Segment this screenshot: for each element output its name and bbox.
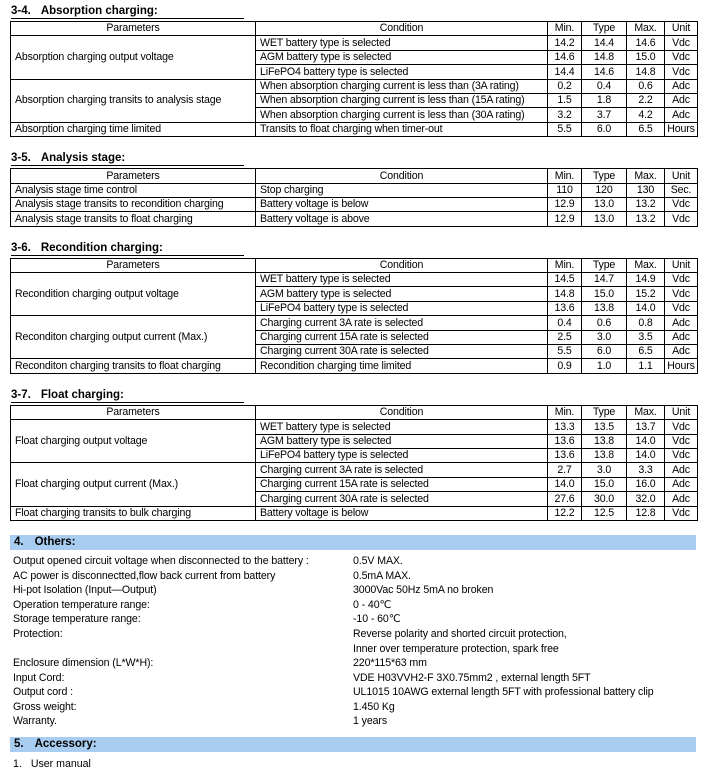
- section-number: 3-6.: [11, 241, 31, 254]
- column-header: Max.: [627, 169, 665, 183]
- condition-cell: AGM battery type is selected: [256, 50, 548, 64]
- column-header: Condition: [256, 22, 548, 36]
- condition-cell: Battery voltage is below: [256, 506, 548, 520]
- column-header: Type: [582, 22, 627, 36]
- type-value-cell: 14.7: [582, 273, 627, 287]
- max-value-cell: 12.8: [627, 506, 665, 520]
- section-number: 4.: [14, 535, 24, 548]
- unit-cell: Hours: [665, 359, 698, 373]
- section-title: Others:: [34, 535, 76, 548]
- spec-label: Warranty.: [13, 715, 57, 728]
- parameter-cell: Float charging output voltage: [11, 420, 256, 463]
- max-value-cell: 14.8: [627, 65, 665, 79]
- parameter-cell: Absorption charging time limited: [11, 122, 256, 136]
- max-value-cell: 13.7: [627, 420, 665, 434]
- condition-cell: AGM battery type is selected: [256, 287, 548, 301]
- column-header: Max.: [627, 258, 665, 272]
- min-value-cell: 0.2: [548, 79, 582, 93]
- unit-cell: Vdc: [665, 273, 698, 287]
- min-value-cell: 2.7: [548, 463, 582, 477]
- section-heading-underline: [11, 152, 244, 166]
- max-value-cell: 2.2: [627, 93, 665, 107]
- min-value-cell: 14.2: [548, 36, 582, 50]
- min-value-cell: 14.4: [548, 65, 582, 79]
- table-row: [11, 506, 698, 520]
- unit-cell: Adc: [665, 316, 698, 330]
- type-value-cell: 120: [582, 183, 627, 197]
- min-value-cell: 1.5: [548, 93, 582, 107]
- max-value-cell: 3.5: [627, 330, 665, 344]
- condition-cell: Charging current 15A rate is selected: [256, 477, 548, 491]
- column-header: Type: [582, 258, 627, 272]
- unit-cell: Vdc: [665, 448, 698, 462]
- table-row: [11, 420, 698, 434]
- min-value-cell: 27.6: [548, 492, 582, 506]
- condition-cell: Charging current 30A rate is selected: [256, 492, 548, 506]
- unit-cell: Vdc: [665, 420, 698, 434]
- type-value-cell: 13.8: [582, 301, 627, 315]
- section-number: 3-4.: [11, 5, 31, 17]
- item-number: 1.: [13, 758, 22, 768]
- column-header: Condition: [256, 405, 548, 419]
- table-row: [11, 183, 698, 197]
- type-value-cell: 0.6: [582, 316, 627, 330]
- condition-cell: Charging current 30A rate is selected: [256, 345, 548, 359]
- min-value-cell: 14.5: [548, 273, 582, 287]
- spec-value: -10 - 60℃: [353, 613, 401, 626]
- parameter-cell: Reconditon charging output current (Max.): [11, 316, 256, 359]
- max-value-cell: 0.8: [627, 316, 665, 330]
- spec-label: Hi-pot Isolation (Input—Output): [13, 584, 157, 597]
- spec-row: [13, 656, 702, 671]
- min-value-cell: 12.9: [548, 197, 582, 211]
- type-value-cell: 3.0: [582, 330, 627, 344]
- table-row: [11, 463, 698, 477]
- type-value-cell: 6.0: [582, 122, 627, 136]
- spec-value: 0.5mA MAX.: [353, 569, 411, 582]
- max-value-cell: 14.9: [627, 273, 665, 287]
- max-value-cell: 14.6: [627, 36, 665, 50]
- spec-row: [13, 583, 702, 598]
- condition-cell: WET battery type is selected: [256, 36, 548, 50]
- condition-cell: Transits to float charging when timer-out: [256, 122, 548, 136]
- unit-cell: Adc: [665, 477, 698, 491]
- condition-cell: LiFePO4 battery type is selected: [256, 65, 548, 79]
- section-heading: [11, 242, 702, 256]
- parameter-cell: Analysis stage transits to recondition charging: [11, 197, 256, 211]
- spec-row: [13, 569, 702, 584]
- unit-cell: Adc: [665, 492, 698, 506]
- table-row: [11, 79, 698, 93]
- column-header: Parameters: [11, 169, 256, 183]
- condition-cell: LiFePO4 battery type is selected: [256, 301, 548, 315]
- condition-cell: When absorption charging current is less than (3A rating): [256, 79, 548, 93]
- table-header-row: [11, 405, 698, 419]
- condition-cell: AGM battery type is selected: [256, 434, 548, 448]
- min-value-cell: 13.6: [548, 434, 582, 448]
- spec-value: Inner over temperature protection, spark free: [353, 642, 559, 655]
- type-value-cell: 13.0: [582, 197, 627, 211]
- spec-label: AC power is disconnectted,flow back current from battery: [13, 569, 276, 582]
- spec-value: Reverse polarity and shorted circuit protection,: [353, 627, 567, 640]
- min-value-cell: 2.5: [548, 330, 582, 344]
- min-value-cell: 14.0: [548, 477, 582, 491]
- unit-cell: Sec.: [665, 183, 698, 197]
- unit-cell: Adc: [665, 108, 698, 122]
- max-value-cell: 14.0: [627, 448, 665, 462]
- accessory-item: [13, 757, 702, 768]
- unit-cell: Vdc: [665, 50, 698, 64]
- column-header: Condition: [256, 169, 548, 183]
- spec-label: Storage temperature range:: [13, 613, 141, 626]
- column-header: Parameters: [11, 405, 256, 419]
- min-value-cell: 12.9: [548, 212, 582, 226]
- min-value-cell: 110: [548, 183, 582, 197]
- section-heading-underline: [11, 242, 244, 256]
- min-value-cell: 14.6: [548, 50, 582, 64]
- max-value-cell: 130: [627, 183, 665, 197]
- type-value-cell: 12.5: [582, 506, 627, 520]
- table-row: [11, 316, 698, 330]
- spec-value: 0 - 40℃: [353, 598, 392, 611]
- type-value-cell: 3.0: [582, 463, 627, 477]
- spec-label: Input Cord:: [13, 671, 65, 684]
- type-value-cell: 0.4: [582, 79, 627, 93]
- section-title: Analysis stage:: [40, 152, 126, 165]
- parameter-cell: Analysis stage time control: [11, 183, 256, 197]
- unit-cell: Hours: [665, 122, 698, 136]
- item-text: User manual: [30, 758, 91, 768]
- unit-cell: Vdc: [665, 434, 698, 448]
- unit-cell: Adc: [665, 93, 698, 107]
- table-row: [11, 122, 698, 136]
- max-value-cell: 1.1: [627, 359, 665, 373]
- condition-cell: Recondition charging time limited: [256, 359, 548, 373]
- condition-cell: Charging current 3A rate is selected: [256, 463, 548, 477]
- section-title: Accessory:: [34, 738, 97, 751]
- condition-cell: Stop charging: [256, 183, 548, 197]
- section-heading-underline: [11, 5, 244, 19]
- column-header: Condition: [256, 258, 548, 272]
- type-value-cell: 13.0: [582, 212, 627, 226]
- spec-row: [13, 685, 702, 700]
- spec-value: 0.5V MAX.: [353, 554, 403, 567]
- section-number: 3-5.: [11, 152, 31, 165]
- section-heading-underline: [11, 389, 244, 403]
- condition-cell: WET battery type is selected: [256, 420, 548, 434]
- type-value-cell: 6.0: [582, 345, 627, 359]
- spec-value: UL1015 10AWG external length 5FT with professional battery clip: [353, 686, 654, 699]
- table-row: [11, 359, 698, 373]
- spec-value: 1.450 Kg: [353, 700, 395, 713]
- section-title: Float charging:: [40, 388, 124, 401]
- parameter-cell: Float charging output current (Max.): [11, 463, 256, 506]
- min-value-cell: 0.4: [548, 316, 582, 330]
- spec-label: [13, 642, 353, 657]
- unit-cell: Vdc: [665, 36, 698, 50]
- others-list: [13, 554, 702, 729]
- max-value-cell: 15.2: [627, 287, 665, 301]
- unit-cell: Adc: [665, 345, 698, 359]
- spec-value: VDE H03VVH2-F 3X0.75mm2 , external length 5FT: [353, 671, 591, 684]
- max-value-cell: 4.2: [627, 108, 665, 122]
- unit-cell: Vdc: [665, 287, 698, 301]
- max-value-cell: 0.6: [627, 79, 665, 93]
- max-value-cell: 6.5: [627, 345, 665, 359]
- condition-cell: Battery voltage is below: [256, 197, 548, 211]
- type-value-cell: 13.8: [582, 434, 627, 448]
- unit-cell: Vdc: [665, 65, 698, 79]
- min-value-cell: 13.6: [548, 301, 582, 315]
- max-value-cell: 13.2: [627, 212, 665, 226]
- min-value-cell: 5.5: [548, 345, 582, 359]
- parameter-cell: Reconditon charging transits to float charging: [11, 359, 256, 373]
- condition-cell: Charging current 3A rate is selected: [256, 316, 548, 330]
- table-row: [11, 273, 698, 287]
- max-value-cell: 14.0: [627, 434, 665, 448]
- parameter-cell: Float charging transits to bulk charging: [11, 506, 256, 520]
- table-header-row: [11, 169, 698, 183]
- table-header-row: [11, 22, 698, 36]
- type-value-cell: 15.0: [582, 287, 627, 301]
- unit-cell: Vdc: [665, 212, 698, 226]
- type-value-cell: 1.8: [582, 93, 627, 107]
- column-header: Unit: [665, 258, 698, 272]
- table-row: [11, 212, 698, 226]
- spec-value: 3000Vac 50Hz 5mA no broken: [353, 584, 494, 597]
- unit-cell: Vdc: [665, 506, 698, 520]
- type-value-cell: 15.0: [582, 477, 627, 491]
- max-value-cell: 14.0: [627, 301, 665, 315]
- section-heading: [11, 152, 702, 166]
- table-header-row: [11, 258, 698, 272]
- spec-label: Gross weight:: [13, 700, 77, 713]
- unit-cell: Adc: [665, 463, 698, 477]
- min-value-cell: 5.5: [548, 122, 582, 136]
- spec-label: Output opened circuit voltage when disconnected to the battery :: [13, 554, 309, 567]
- max-value-cell: 32.0: [627, 492, 665, 506]
- section-bar-accessory: [10, 737, 696, 752]
- type-value-cell: 13.5: [582, 420, 627, 434]
- column-header: Max.: [627, 22, 665, 36]
- spec-row: [13, 627, 702, 642]
- spec-table: [10, 21, 698, 137]
- column-header: Min.: [548, 169, 582, 183]
- parameter-cell: Analysis stage transits to float charging: [11, 212, 256, 226]
- spec-row: [13, 554, 702, 569]
- min-value-cell: 13.3: [548, 420, 582, 434]
- table-row: [11, 36, 698, 50]
- spec-label: Output cord :: [13, 686, 73, 699]
- min-value-cell: 3.2: [548, 108, 582, 122]
- column-header: Type: [582, 405, 627, 419]
- condition-cell: When absorption charging current is less than (30A rating): [256, 108, 548, 122]
- min-value-cell: 13.6: [548, 448, 582, 462]
- column-header: Parameters: [11, 22, 256, 36]
- column-header: Unit: [665, 405, 698, 419]
- spec-row: [13, 612, 702, 627]
- spec-label: Enclosure dimension (L*W*H):: [13, 657, 154, 670]
- type-value-cell: 14.4: [582, 36, 627, 50]
- condition-cell: WET battery type is selected: [256, 273, 548, 287]
- section-heading: [11, 389, 702, 403]
- spec-value: 220*115*63 mm: [353, 657, 427, 670]
- min-value-cell: 0.9: [548, 359, 582, 373]
- spec-label: Operation temperature range:: [13, 598, 150, 611]
- condition-cell: When absorption charging current is less than (15A rating): [256, 93, 548, 107]
- spec-row: [13, 714, 702, 729]
- unit-cell: Adc: [665, 79, 698, 93]
- section-bar-others: [10, 535, 696, 550]
- spec-row: [13, 642, 702, 657]
- table-row: [11, 197, 698, 211]
- spec-row: [13, 700, 702, 715]
- section-number: 5.: [14, 738, 24, 751]
- column-header: Parameters: [11, 258, 256, 272]
- spec-value: 1 years: [353, 715, 388, 728]
- section-title: Recondition charging:: [40, 241, 163, 254]
- max-value-cell: 13.2: [627, 197, 665, 211]
- unit-cell: Adc: [665, 330, 698, 344]
- column-header: Type: [582, 169, 627, 183]
- spec-row: [13, 671, 702, 686]
- parameter-cell: Absorption charging output voltage: [11, 36, 256, 79]
- column-header: Unit: [665, 22, 698, 36]
- column-header: Max.: [627, 405, 665, 419]
- max-value-cell: 16.0: [627, 477, 665, 491]
- section-heading: [11, 5, 702, 19]
- max-value-cell: 3.3: [627, 463, 665, 477]
- unit-cell: Vdc: [665, 301, 698, 315]
- section-number: 3-7.: [11, 388, 31, 401]
- spec-table: [10, 258, 698, 374]
- type-value-cell: 14.6: [582, 65, 627, 79]
- column-header: Unit: [665, 169, 698, 183]
- column-header: Min.: [548, 22, 582, 36]
- spec-row: [13, 598, 702, 613]
- type-value-cell: 3.7: [582, 108, 627, 122]
- parameter-cell: Recondition charging output voltage: [11, 273, 256, 316]
- condition-cell: LiFePO4 battery type is selected: [256, 448, 548, 462]
- condition-cell: Charging current 15A rate is selected: [256, 330, 548, 344]
- max-value-cell: 15.0: [627, 50, 665, 64]
- unit-cell: Vdc: [665, 197, 698, 211]
- type-value-cell: 14.8: [582, 50, 627, 64]
- parameter-cell: Absorption charging transits to analysis stage: [11, 79, 256, 122]
- column-header: Min.: [548, 405, 582, 419]
- type-value-cell: 1.0: [582, 359, 627, 373]
- type-value-cell: 13.8: [582, 448, 627, 462]
- condition-cell: Battery voltage is above: [256, 212, 548, 226]
- spec-label: Protection:: [13, 627, 63, 640]
- min-value-cell: 12.2: [548, 506, 582, 520]
- column-header: Min.: [548, 258, 582, 272]
- spec-table: [10, 405, 698, 521]
- spec-table: [10, 168, 698, 227]
- min-value-cell: 14.8: [548, 287, 582, 301]
- max-value-cell: 6.5: [627, 122, 665, 136]
- section-title: Absorption charging:: [40, 5, 158, 17]
- type-value-cell: 30.0: [582, 492, 627, 506]
